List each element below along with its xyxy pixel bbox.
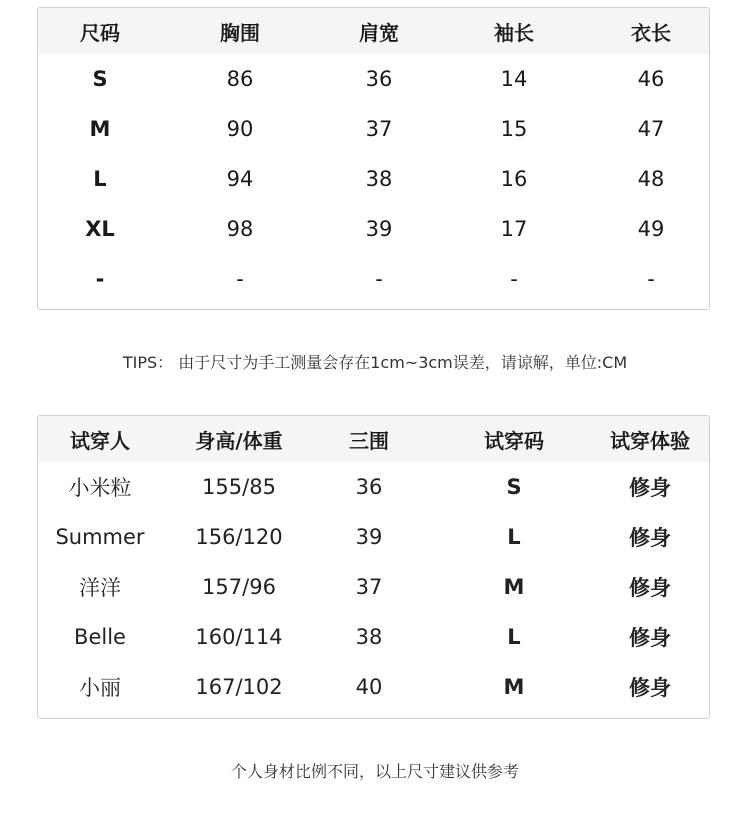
experience-cell: 修身: [629, 626, 671, 650]
shoulder-cell: -: [375, 267, 383, 291]
reference-footnote: 个人身材比例不同，以上尺寸建议供参考: [230, 762, 519, 781]
size-chart-table: [37, 7, 710, 310]
tryon-size-cell: L: [507, 525, 521, 549]
size-cell: M: [89, 117, 111, 141]
tester-cell: 小丽: [79, 676, 121, 700]
measurements-cell: 38: [355, 625, 383, 649]
measurements-cell: 40: [355, 675, 383, 699]
tryon-header-row: [38, 416, 709, 462]
tryon-size-cell: L: [507, 625, 521, 649]
height-weight-cell: 155/85: [202, 475, 276, 499]
chest-cell: 86: [226, 67, 254, 91]
table-row: [38, 254, 709, 304]
measurement-tips: TIPS： 由于尺寸为手工测量会存在1cm~3cm误差，请谅解，单位:CM: [122, 353, 628, 372]
table-row: [38, 154, 709, 204]
table-row: [38, 562, 709, 612]
measurements-cell: 39: [355, 525, 383, 549]
header-sleeve: 袖长: [494, 20, 534, 45]
size-cell: -: [95, 267, 105, 291]
header-tester: 试穿人: [70, 428, 130, 453]
shoulder-cell: 36: [365, 67, 393, 91]
sleeve-cell: 14: [500, 67, 528, 91]
header-chest: 胸围: [220, 20, 260, 45]
tryon-size-cell: M: [503, 575, 525, 599]
table-row: [38, 54, 709, 104]
tester-cell: Belle: [74, 625, 126, 649]
length-cell: -: [647, 267, 655, 291]
size-chart-header-row: [38, 8, 709, 54]
height-weight-cell: 160/114: [195, 625, 283, 649]
experience-cell: 修身: [629, 676, 671, 700]
header-height-weight: 身高/体重: [195, 428, 283, 453]
table-row: [38, 104, 709, 154]
header-tryon-experience: 试穿体验: [610, 428, 690, 453]
sleeve-cell: -: [510, 267, 518, 291]
length-cell: 46: [637, 67, 665, 91]
tester-cell: Summer: [55, 525, 145, 549]
header-measurements: 三围: [349, 428, 389, 453]
size-cell: XL: [85, 217, 115, 241]
table-row: [38, 204, 709, 254]
tryon-size-cell: M: [503, 675, 525, 699]
experience-cell: 修身: [629, 526, 671, 550]
experience-cell: 修身: [629, 576, 671, 600]
header-size: 尺码: [80, 20, 120, 45]
tryon-size-cell: S: [506, 475, 522, 499]
shoulder-cell: 37: [365, 117, 393, 141]
shoulder-cell: 38: [365, 167, 393, 191]
measurements-cell: 36: [355, 475, 383, 499]
length-cell: 49: [637, 217, 665, 241]
tester-cell: 小米粒: [68, 476, 132, 500]
chest-cell: 98: [226, 217, 254, 241]
header-shoulder: 肩宽: [359, 20, 399, 45]
height-weight-cell: 157/96: [202, 575, 276, 599]
measurements-cell: 37: [355, 575, 383, 599]
chest-cell: 90: [226, 117, 254, 141]
length-cell: 47: [637, 117, 665, 141]
table-row: [38, 612, 709, 662]
tryon-table: [37, 415, 710, 719]
table-row: [38, 462, 709, 512]
shoulder-cell: 39: [365, 217, 393, 241]
tester-cell: 洋洋: [79, 576, 121, 600]
experience-cell: 修身: [629, 476, 671, 500]
chest-cell: 94: [226, 167, 254, 191]
header-length: 衣长: [631, 20, 671, 45]
table-row: [38, 512, 709, 562]
sleeve-cell: 16: [500, 167, 528, 191]
table-row: [38, 662, 709, 712]
size-cell: L: [93, 167, 107, 191]
length-cell: 48: [637, 167, 665, 191]
height-weight-cell: 167/102: [195, 675, 283, 699]
size-cell: S: [92, 67, 108, 91]
height-weight-cell: 156/120: [195, 525, 283, 549]
sleeve-cell: 15: [500, 117, 528, 141]
header-tryon-size: 试穿码: [484, 428, 544, 453]
chest-cell: -: [236, 267, 244, 291]
sleeve-cell: 17: [500, 217, 528, 241]
